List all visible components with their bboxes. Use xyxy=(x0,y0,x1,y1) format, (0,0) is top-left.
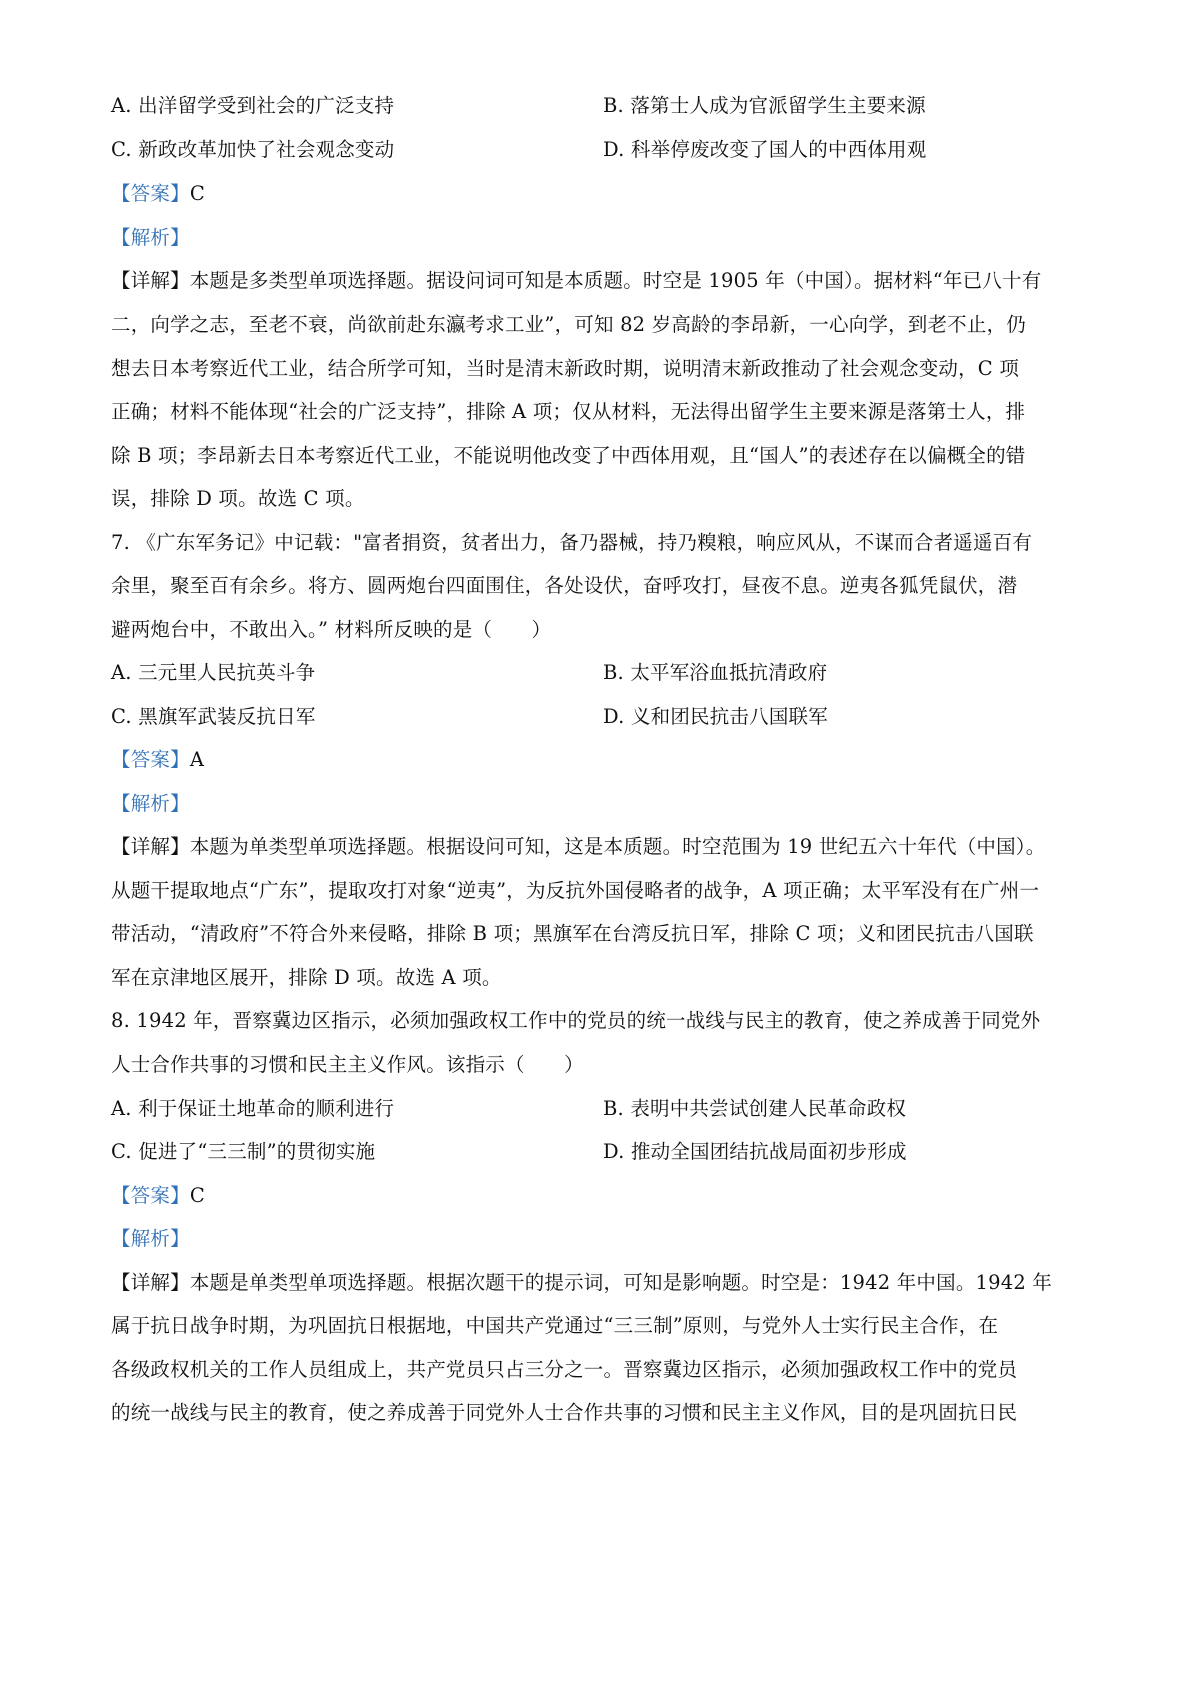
q6-detail-line: 想去日本考察近代工业，结合所学可知，当时是清末新政时期，说明清末新政推动了社会观念变动，C 项 xyxy=(111,357,1020,380)
q7-detail-line: 从题干提取地点“广东”，提取攻打对象“逆夷”，为反抗外国侵略者的战争，A 项正确；太平军没有在广州一 xyxy=(111,879,1040,902)
q7-option-d: D. 义和团民抗击八国联军 xyxy=(603,705,828,728)
q6-detail-line: 【详解】本题是多类型单项选择题。据设问词可知是本质题。时空是 1905 年（中国）。据材料“年已八十有 xyxy=(111,269,1042,292)
q8-option-b: B. 表明中共尝试创建人民革命政权 xyxy=(603,1097,907,1120)
q8-option-a: A. 利于保证土地革命的顺利进行 xyxy=(111,1097,395,1120)
q8-stem-line: 8. 1942 年，晋察冀边区指示，必须加强政权工作中的党员的统一战线与民主的教育，使之养成善于同党外 xyxy=(111,1009,1041,1032)
q8-detail-line: 的统一战线与民主的教育，使之养成善于同党外人士合作共事的习惯和民主主义作风，目的是巩固抗日民 xyxy=(111,1401,1018,1424)
answer-value: C xyxy=(189,1184,205,1207)
q6-detail-line: 正确；材料不能体现“社会的广泛支持”，排除 A 项；仅从材料，无法得出留学生主要来源是落第士人，排 xyxy=(111,400,1026,423)
q8-stem-line: 人士合作共事的习惯和民主主义作风。该指示（ ） xyxy=(111,1053,584,1076)
q8-detail-line: 各级政权机关的工作人员组成上，共产党员只占三分之一。晋察冀边区指示，必须加强政权工作中的党员 xyxy=(111,1358,1018,1381)
q6-option-d: D. 科举停废改变了国人的中西体用观 xyxy=(603,138,927,161)
q7-detail-line: 【详解】本题为单类型单项选择题。根据设问可知，这是本质题。时空范围为 19 世纪五六十年代（中国）。 xyxy=(111,835,1046,858)
q6-answer xyxy=(111,181,205,207)
q8-option-c: C. 促进了“三三制”的贯彻实施 xyxy=(111,1140,376,1163)
q7-stem-line: 避两炮台中，不敢出入。” 材料所反映的是（ ） xyxy=(111,618,552,641)
q6-detail-line: 二，向学之志，至老不衰，尚欲前赴东瀛考求工业”，可知 82 岁高龄的李昂新，一心向学，到老不止，仍 xyxy=(111,313,1026,336)
q7-option-c: C. 黑旗军武装反抗日军 xyxy=(111,705,316,728)
answer-tag: 【答案】 xyxy=(111,748,190,771)
q7-detail-line: 带活动，“清政府”不符合外来侵略，排除 B 项；黑旗军在台湾反抗日军，排除 C 项；义和团民抗击八国联 xyxy=(111,922,1034,945)
q7-answer xyxy=(111,747,204,773)
q8-answer xyxy=(111,1183,205,1209)
q8-detail-line: 属于抗日战争时期，为巩固抗日根据地，中国共产党通过“三三制”原则，与党外人士实行民主合作，在 xyxy=(111,1314,999,1337)
q6-option-a: A. 出洋留学受到社会的广泛支持 xyxy=(111,94,395,117)
q7-detail-line: 军在京津地区展开，排除 D 项。故选 A 项。 xyxy=(111,966,502,989)
q6-option-c: C. 新政改革加快了社会观念变动 xyxy=(111,138,395,161)
answer-value: C xyxy=(189,182,205,205)
q8-option-d: D. 推动全国团结抗战局面初步形成 xyxy=(603,1140,907,1163)
q7-analysis-tag: 【解析】 xyxy=(111,792,190,815)
q6-analysis-tag: 【解析】 xyxy=(111,226,190,249)
q6-option-b: B. 落第士人成为官派留学生主要来源 xyxy=(603,94,926,117)
q6-detail-line: 除 B 项；李昂新去日本考察近代工业，不能说明他改变了中西体用观，且“国人”的表述存在以偏概全的错 xyxy=(111,444,1026,467)
answer-tag: 【答案】 xyxy=(111,1184,190,1207)
answer-value: A xyxy=(189,748,205,771)
q7-stem-line: 7. 《广东军务记》中记载："富者捐资，贫者出力，备乃器械，持乃糗粮，响应风从，不谋而合者遥遥百有 xyxy=(111,531,1033,554)
q8-analysis-tag: 【解析】 xyxy=(111,1227,190,1250)
q7-option-b: B. 太平军浴血抵抗清政府 xyxy=(603,661,828,684)
q8-detail-line: 【详解】本题是单类型单项选择题。根据次题干的提示词，可知是影响题。时空是：1942 年中国。1942 年 xyxy=(111,1271,1053,1294)
q7-stem-line: 余里，聚至百有余乡。将方、圆两炮台四面围住，各处设伏，奋呼攻打，昼夜不息。逆夷各狐凭鼠伏，潜 xyxy=(111,574,1018,597)
q7-option-a: A. 三元里人民抗英斗争 xyxy=(111,661,316,684)
q6-detail-line: 误，排除 D 项。故选 C 项。 xyxy=(111,487,365,510)
answer-tag: 【答案】 xyxy=(111,182,190,205)
